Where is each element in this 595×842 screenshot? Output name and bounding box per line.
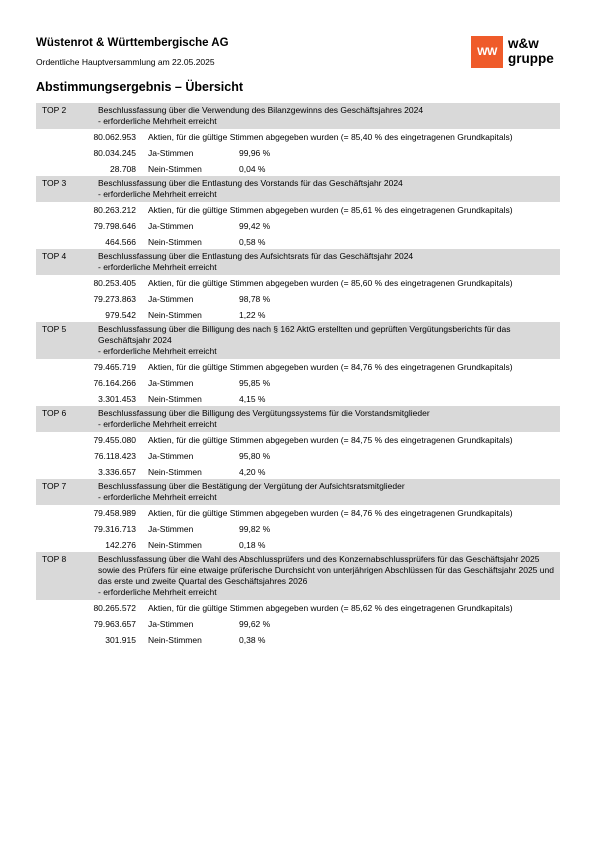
valid-votes-count: 80.265.572 [93, 603, 136, 613]
no-votes-count: 979.542 [105, 310, 136, 320]
majority-status: - erforderliche Mehrheit erreicht [98, 346, 217, 356]
agenda-item-number: TOP 2 [42, 105, 67, 115]
majority-status: - erforderliche Mehrheit erreicht [98, 189, 217, 199]
agenda-item-header [36, 406, 560, 432]
agenda-item-description [98, 554, 554, 598]
no-votes-row [36, 394, 560, 404]
no-votes-row [36, 164, 560, 174]
no-votes-percent: 0,38 % [239, 635, 266, 645]
valid-votes-count: 80.062.953 [93, 132, 136, 142]
agenda-item-header [36, 322, 560, 359]
agenda-item-description [98, 481, 554, 503]
yes-votes-percent: 99,62 % [239, 619, 271, 629]
valid-votes-count: 79.455.080 [93, 435, 136, 445]
valid-votes-row [36, 205, 560, 215]
yes-votes-row [36, 619, 560, 629]
logo-line-2: gruppe [508, 51, 554, 66]
agenda-item-title: Beschlussfassung über die Bestätigung der Vergütung der Aufsichtsratsmitglieder [98, 481, 405, 491]
valid-votes-description: Aktien, für die gültige Stimmen abgegeben wurden (= 85,40 % des eingetragenen Grundkapitals) [148, 132, 513, 142]
majority-status: - erforderliche Mehrheit erreicht [98, 116, 217, 126]
valid-votes-count: 79.465.719 [93, 362, 136, 372]
voting-results-list [36, 103, 560, 647]
no-votes-count: 3.336.657 [98, 467, 136, 477]
agenda-item-description [98, 178, 554, 200]
no-votes-label: Nein-Stimmen [148, 310, 202, 320]
agenda-item-title: Beschlussfassung über die Wahl des Abschlussprüfers und des Konzernabschlussprüfers für das Geschäftsjahr 2025 sowie des Prüfers für eine etwaige prüferische Durchsicht von unterjährigen Abschlüssen für das Geschäftsjahr 2025 und das erste und zweite Quartal des Geschäftsjahres 2026 [98, 554, 554, 586]
yes-votes-percent: 95,85 % [239, 378, 271, 388]
yes-votes-label: Ja-Stimmen [148, 294, 194, 304]
no-votes-row [36, 310, 560, 320]
yes-votes-label: Ja-Stimmen [148, 524, 194, 534]
yes-votes-percent: 95,80 % [239, 451, 271, 461]
no-votes-label: Nein-Stimmen [148, 635, 202, 645]
no-votes-percent: 1,22 % [239, 310, 266, 320]
yes-votes-count: 76.164.266 [93, 378, 136, 388]
agenda-item-description [98, 105, 554, 127]
agenda-item-header [36, 479, 560, 505]
valid-votes-row [36, 603, 560, 613]
no-votes-row [36, 635, 560, 645]
yes-votes-label: Ja-Stimmen [148, 221, 194, 231]
agenda-item-description [98, 324, 554, 357]
agenda-item-number: TOP 7 [42, 481, 67, 491]
yes-votes-label: Ja-Stimmen [148, 619, 194, 629]
agenda-item-title: Beschlussfassung über die Billigung des Vergütungssystems für die Vorstandsmitglieder [98, 408, 430, 418]
majority-status: - erforderliche Mehrheit erreicht [98, 492, 217, 502]
no-votes-label: Nein-Stimmen [148, 467, 202, 477]
valid-votes-row [36, 132, 560, 142]
logo-wordmark [508, 36, 554, 66]
agenda-item [36, 103, 560, 174]
no-votes-count: 142.276 [105, 540, 136, 550]
agenda-item [36, 479, 560, 550]
agenda-item-description [98, 408, 554, 430]
agenda-item-description [98, 251, 554, 273]
valid-votes-description: Aktien, für die gültige Stimmen abgegeben wurden (= 84,76 % des eingetragenen Grundkapitals) [148, 508, 513, 518]
yes-votes-row [36, 378, 560, 388]
yes-votes-percent: 99,42 % [239, 221, 271, 231]
agenda-item-header [36, 249, 560, 275]
agenda-item-number: TOP 5 [42, 324, 67, 334]
valid-votes-count: 80.253.405 [93, 278, 136, 288]
no-votes-percent: 4,20 % [239, 467, 266, 477]
agenda-item-title: Beschlussfassung über die Billigung des nach § 162 AktG erstellten und geprüften Vergütungsberichts für das Geschäftsjahr 2024 [98, 324, 511, 345]
logo-line-1: w&w [508, 36, 539, 51]
yes-votes-row [36, 294, 560, 304]
ww-logo-icon: WW [471, 36, 503, 68]
no-votes-percent: 0,58 % [239, 237, 266, 247]
agenda-item-number: TOP 4 [42, 251, 67, 261]
yes-votes-count: 79.273.863 [93, 294, 136, 304]
no-votes-label: Nein-Stimmen [148, 164, 202, 174]
no-votes-row [36, 237, 560, 247]
meeting-date: Ordentliche Hauptversammlung am 22.05.2025 [36, 57, 215, 67]
agenda-item [36, 249, 560, 320]
no-votes-count: 28.708 [110, 164, 136, 174]
yes-votes-row [36, 148, 560, 158]
ww-gruppe-logo [471, 36, 554, 68]
yes-votes-row [36, 451, 560, 461]
no-votes-row [36, 540, 560, 550]
valid-votes-description: Aktien, für die gültige Stimmen abgegeben wurden (= 84,76 % des eingetragenen Grundkapitals) [148, 362, 513, 372]
yes-votes-count: 80.034.245 [93, 148, 136, 158]
agenda-item-header [36, 176, 560, 202]
majority-status: - erforderliche Mehrheit erreicht [98, 262, 217, 272]
yes-votes-count: 79.798.646 [93, 221, 136, 231]
no-votes-percent: 4,15 % [239, 394, 266, 404]
valid-votes-description: Aktien, für die gültige Stimmen abgegeben wurden (= 85,60 % des eingetragenen Grundkapitals) [148, 278, 513, 288]
agenda-item-number: TOP 6 [42, 408, 67, 418]
no-votes-count: 464.566 [105, 237, 136, 247]
yes-votes-count: 79.963.657 [93, 619, 136, 629]
majority-status: - erforderliche Mehrheit erreicht [98, 587, 217, 597]
agenda-item-header [36, 552, 560, 600]
yes-votes-percent: 99,82 % [239, 524, 271, 534]
yes-votes-percent: 99,96 % [239, 148, 271, 158]
agenda-item [36, 406, 560, 477]
no-votes-percent: 0,18 % [239, 540, 266, 550]
valid-votes-description: Aktien, für die gültige Stimmen abgegeben wurden (= 84,75 % des eingetragenen Grundkapitals) [148, 435, 513, 445]
valid-votes-description: Aktien, für die gültige Stimmen abgegeben wurden (= 85,62 % des eingetragenen Grundkapitals) [148, 603, 513, 613]
agenda-item-header [36, 103, 560, 129]
yes-votes-label: Ja-Stimmen [148, 378, 194, 388]
agenda-item-title: Beschlussfassung über die Verwendung des Bilanzgewinns des Geschäftsjahres 2024 [98, 105, 424, 115]
majority-status: - erforderliche Mehrheit erreicht [98, 419, 217, 429]
yes-votes-row [36, 524, 560, 534]
company-name: Wüstenrot & Württembergische AG [36, 37, 229, 49]
yes-votes-row [36, 221, 560, 231]
yes-votes-count: 76.118.423 [94, 451, 136, 461]
agenda-item-number: TOP 3 [42, 178, 67, 188]
agenda-item [36, 176, 560, 247]
valid-votes-row [36, 278, 560, 288]
valid-votes-count: 79.458.989 [93, 508, 136, 518]
agenda-item-title: Beschlussfassung über die Entlastung des Vorstands für das Geschäftsjahr 2024 [98, 178, 403, 188]
no-votes-label: Nein-Stimmen [148, 540, 202, 550]
no-votes-label: Nein-Stimmen [148, 237, 202, 247]
agenda-item-number: TOP 8 [42, 554, 67, 564]
yes-votes-label: Ja-Stimmen [148, 451, 194, 461]
no-votes-label: Nein-Stimmen [148, 394, 202, 404]
no-votes-count: 301.915 [105, 635, 136, 645]
no-votes-count: 3.301.453 [98, 394, 136, 404]
yes-votes-percent: 98,78 % [239, 294, 271, 304]
valid-votes-row [36, 362, 560, 372]
agenda-item [36, 552, 560, 645]
no-votes-percent: 0,04 % [239, 164, 266, 174]
agenda-item [36, 322, 560, 404]
valid-votes-count: 80.263.212 [93, 205, 136, 215]
valid-votes-row [36, 435, 560, 445]
page-title: Abstimmungsergebnis – Übersicht [36, 80, 243, 94]
no-votes-row [36, 467, 560, 477]
yes-votes-label: Ja-Stimmen [148, 148, 194, 158]
yes-votes-count: 79.316.713 [93, 524, 136, 534]
valid-votes-description: Aktien, für die gültige Stimmen abgegeben wurden (= 85,61 % des eingetragenen Grundkapitals) [148, 205, 513, 215]
agenda-item-title: Beschlussfassung über die Entlastung des Aufsichtsrats für das Geschäftsjahr 2024 [98, 251, 414, 261]
valid-votes-row [36, 508, 560, 518]
